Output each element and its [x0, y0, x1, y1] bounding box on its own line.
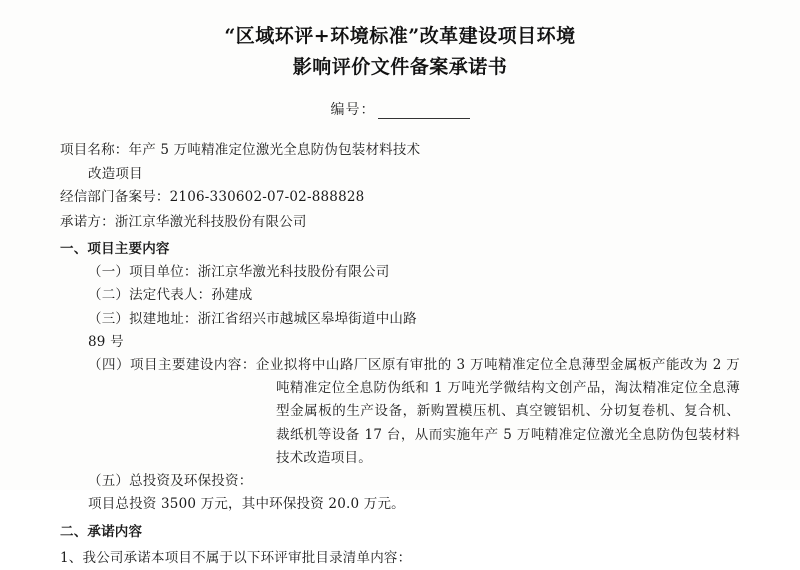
item-project-unit-marker: （一） [88, 264, 130, 281]
item-address-label: 拟建地址： [129, 310, 198, 327]
field-record-number [60, 186, 740, 209]
code-blank-line [378, 104, 470, 119]
document-code-row [60, 99, 740, 119]
item-legal-rep-marker: （二） [88, 287, 130, 304]
item-main-content [60, 354, 740, 470]
field-project-name [60, 139, 740, 162]
field-project-name-cont [60, 163, 740, 186]
field-record-number-value: 2106-330602-07-02-888828 [169, 189, 365, 206]
field-promisor-label: 承诺方： [60, 213, 115, 230]
item-address-cont: 89 号 [88, 333, 124, 350]
item-main-content-text: 企业拟将中山路厂区原有审批的 3 万吨精准定位全息薄型金属板产能改为 2 万吨精准定位全息防伪纸和 1 万吨光学微结构文创产品，淘汰精准定位全息薄型金属板的生产设备，新购置模压机、真空镀铝机、分切复卷机、复合机、裁纸机等设备 17 台，从而实施年产 5 万吨精准定位激光全息防伪包装材料技术改造项目。 [255, 356, 740, 466]
field-promisor-value: 浙江京华激光科技股份有限公司 [114, 213, 307, 230]
item-address [60, 308, 740, 331]
item-legal-rep-value: 孙建成 [211, 287, 253, 304]
field-record-number-label: 经信部门备案号： [60, 189, 170, 206]
item-investment-detail: 项目总投资 3500 万元，其中环保投资 20.0 万元。 [88, 496, 405, 513]
item-main-content-marker: （四） [88, 356, 130, 373]
code-label: 编号： [330, 102, 376, 118]
section-heading-2: 二、承诺内容 [60, 523, 143, 540]
item-investment-marker: （五） [88, 473, 130, 490]
item-legal-rep-label: 法定代表人： [129, 287, 212, 304]
field-promisor [60, 211, 740, 234]
field-project-name-value: 年产 5 万吨精准定位激光全息防伪包装材料技术 [128, 142, 421, 158]
item-address-marker: （三） [88, 310, 130, 327]
page-title [60, 22, 740, 81]
item-address-value: 浙江省绍兴市越城区皋埠街道中山路 [197, 310, 417, 327]
item-project-unit-label: 项目单位： [129, 264, 198, 281]
item-legal-rep [60, 284, 740, 307]
field-project-name-cont-value: 改造项目 [88, 166, 143, 183]
document-body [60, 139, 740, 570]
section-heading-1: 一、项目主要内容 [60, 240, 170, 257]
item-investment-label: 总投资及环保投资： [129, 473, 253, 490]
commitment-item-1: 1、我公司承诺本项目不属于以下环评审批目录清单内容： [60, 549, 412, 566]
item-main-content-label: 项目主要建设内容： [129, 356, 256, 373]
title-line-1: “区域环评+环境标准”改革建设项目环境 [224, 25, 576, 47]
item-project-unit-value: 浙江京华激光科技股份有限公司 [197, 264, 390, 281]
field-project-name-label: 项目名称： [60, 142, 129, 158]
item-project-unit [60, 261, 740, 284]
title-line-2: 影响评价文件备案承诺书 [292, 55, 508, 78]
